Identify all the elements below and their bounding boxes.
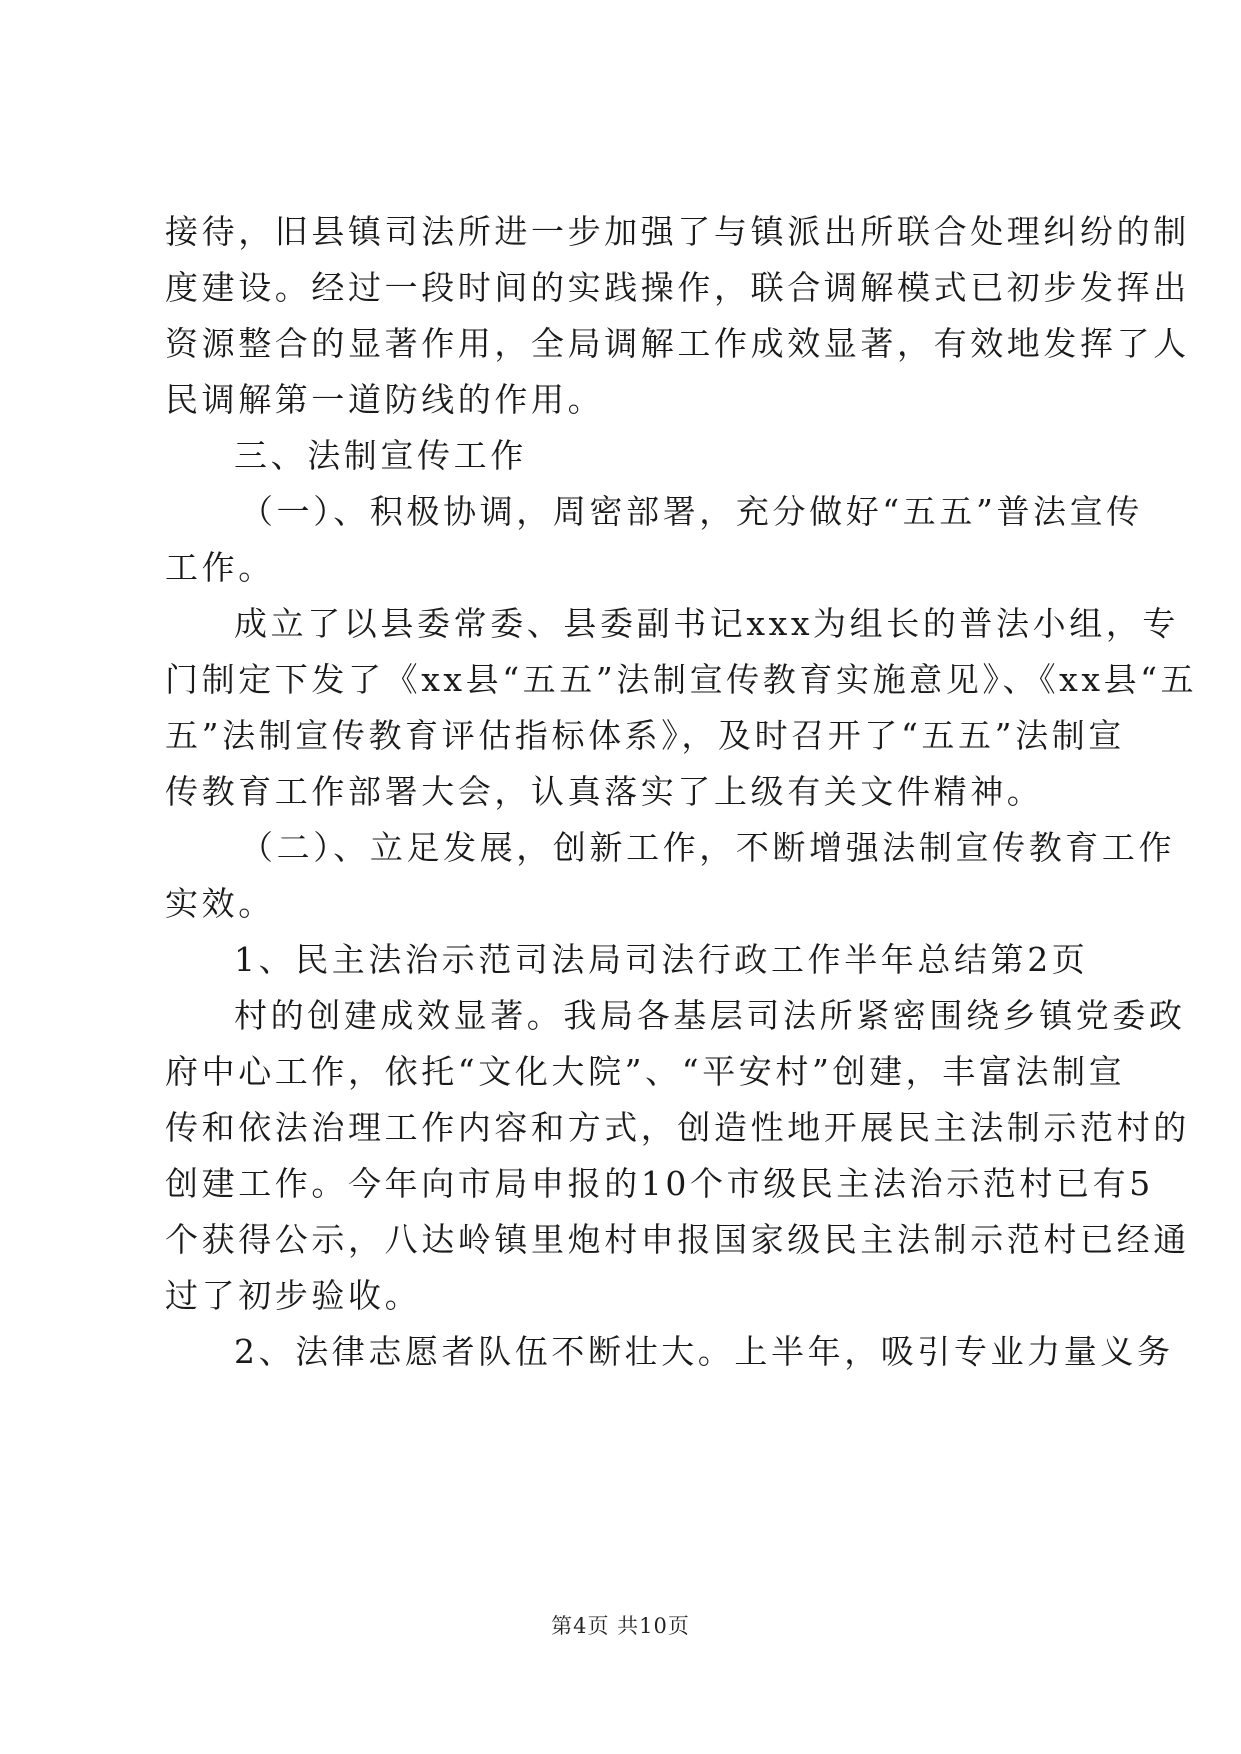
numbered-item-heading: 1、民主法治示范司法局司法行政工作半年总结第2页 — [234, 940, 1089, 979]
paragraph-start: 成立了以县委常委、县委副书记xxx为组长的普法小组，专 — [234, 604, 1180, 643]
paragraph-start: 村的创建成效显著。我局各基层司法所紧密围绕乡镇党委政 — [234, 996, 1186, 1035]
body-text-line: 个获得公示，八达岭镇里炮村申报国家级民主法制示范村已经通 — [165, 1220, 1190, 1259]
body-text-line: 度建设。经过一段时间的实践操作，联合调解模式已初步发挥出 — [165, 268, 1190, 307]
body-text-line: 传教育工作部署大会，认真落实了上级有关文件精神。 — [165, 772, 1044, 811]
body-text-line: 资源整合的显著作用，全局调解工作成效显著，有效地发挥了人 — [165, 324, 1190, 363]
body-text-line: 五”法制宣传教育评估指标体系》，及时召开了“五五”法制宣 — [165, 716, 1125, 755]
numbered-item-paragraph: 2、法律志愿者队伍不断壮大。上半年，吸引专业力量义务 — [234, 1332, 1174, 1371]
body-text-line: 民调解第一道防线的作用。 — [165, 380, 605, 419]
body-text-line: 门制定下发了《xx县“五五”法制宣传教育实施意见》、《xx县“五 — [165, 660, 1198, 699]
body-text-line: 接待，旧县镇司法所进一步加强了与镇派出所联合处理纠纷的制 — [165, 212, 1190, 251]
body-text-line: 传和依法治理工作内容和方式，创造性地开展民主法制示范村的 — [165, 1108, 1190, 1147]
subsection-heading: （二）、立足发展，创新工作，不断增强法制宣传教育工作 — [240, 828, 1176, 867]
body-text-line: 府中心工作，依托“文化大院”、“平安村”创建，丰富法制宣 — [165, 1052, 1126, 1091]
page-footer: 第4页 共10页 — [551, 1614, 690, 1638]
body-text-line: 过了初步验收。 — [165, 1276, 422, 1315]
subsection-heading: （一）、积极协调，周密部署，充分做好“五五”普法宣传 — [240, 492, 1143, 531]
section-heading: 三、法制宣传工作 — [234, 436, 527, 475]
body-text-line: 创建工作。今年向市局申报的10个市级民主法治示范村已有5 — [165, 1164, 1154, 1203]
body-text-line: 工作。 — [165, 548, 275, 587]
body-text-line: 实效。 — [165, 884, 275, 923]
